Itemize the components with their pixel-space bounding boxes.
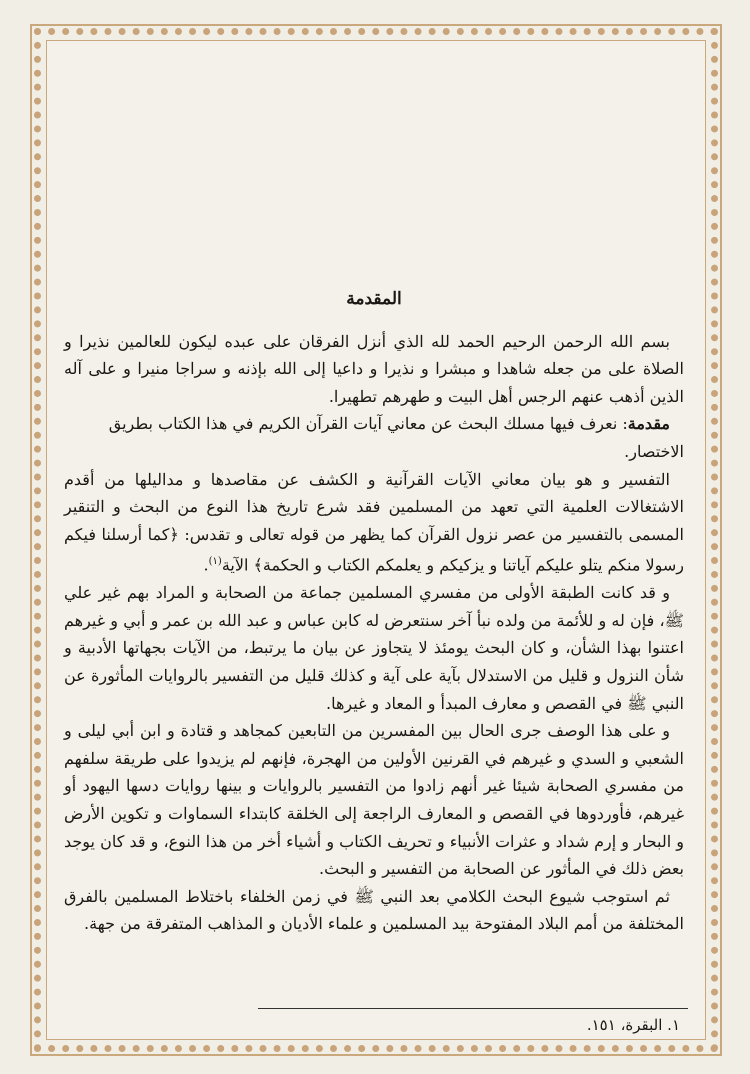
body-text bbox=[64, 286, 684, 938]
paragraph-companions: و قد كانت الطبقة الأولى من مفسري المسلمين جماعة من الصحابة و المراد بهم غير علي ﷺ، فإن له و للأئمة من ولده نبأ آخر سنتعرض له كابن عباس و عبد الله بن عمر و أبي و غيرهم اعتنوا بهذا الشأن، و كان البحث يومئذ لا يتجاوز عن بيان ما يرتبط، من الآيات بجهاتها الأدبية و شأن النزول و قليل من الاستدلال بآية على آية و كذلك قليل من التفسير بالروايات المأثورة عن النبي ﷺ في القصص و معارف المبدأ و المعاد و غيرها. bbox=[64, 583, 685, 713]
paragraph-intro bbox=[64, 410, 684, 438]
paragraph-kalam: ثم استوجب شيوع البحث الكلامي بعد النبي ﷺ في زمن الخلفاء باختلاط المسلمين بالفرق المختلفة من أمم البلاد المفتوحة بيد المسلمين و علماء الأديان و المذاهب المتفرقة من جهة. bbox=[64, 886, 684, 934]
footnote-marker: (١) bbox=[208, 556, 222, 568]
paragraph-basmala: بسم الله الرحمن الرحيم الحمد لله الذي أنزل الفرقان على عبده ليكون للعالمين نذيرا و الصلاة على من جعله شاهدا و مبشرا و نذيرا و داعيا إلى الله بإذنه و سراجا منيرا و على آله الذين أذهب عنهم الرجس أهل البيت و طهرهم تطهيرا. bbox=[64, 331, 684, 406]
intro-text: : نعرف فيها مسلك البحث عن معاني آيات القرآن الكريم في هذا الكتاب بطريق bbox=[108, 414, 628, 434]
page-title: المقدمة bbox=[346, 289, 402, 309]
footnote: ١. البقرة، ١٥١. bbox=[586, 1016, 680, 1034]
paragraph-tafsir-text: التفسير و هو بيان معاني الآيات القرآنية و الكشف عن مقاصدها و مداليلها من أقدم الاشتغالات العلمية التي تعهد من المسلمين فقد شرع تاريخ هذا النوع من البحث و التنقير المسمى بالتفسير من عصر نزول القرآن كما يظهر من قوله تعالى و تقدس: ﴿كما أرسلنا فيكم رسولا منكم يتلو عليكم آياتنا و يزكيكم و يعلمكم الكتاب و الحكمة﴾ الآية bbox=[64, 469, 684, 575]
paragraph-tafsir: التفسير و هو بيان معاني الآيات القرآنية و الكشف عن مقاصدها و مداليلها من أقدم الاشتغالات العلمية التي تعهد من المسلمين فقد شرع تاريخ هذا النوع من البحث و التنقير المسمى بالتفسير من عصر نزول القرآن كما يظهر من قوله تعالى و تقدس: ﴿كما أرسلنا فيكم رسولا منكم يتلو عليكم آياتنا و يزكيكم و يعلمكم الكتاب و الحكمة﴾ الآية$^{(١)}$. bbox=[64, 469, 684, 575]
paragraph-followers: و على هذا الوصف جرى الحال بين المفسرين من التابعين كمجاهد و قتادة و ابن أبي ليلى و الشعبي و السدي و غيرهم في القرنين الأولين من الهجرة، فإنهم لم يزيدوا على طريقة سلفهم من مفسري الصحابة شيئا غير أنهم زادوا من التفسير بالروايات و بينها روايات دسها اليهود أو غيرهم، فأوردوها في القصص و المعارف الراجعة إلى الخلقة كابتداء السماوات و تكوين الأرض و البحار و إرم شداد و عثرات الأنبياء و تحريف الكتاب و أشياء أخر من هذا النوع، و قد كان يوجد بعض ذلك في المأثور عن الصحابة من التفسير و البحث. bbox=[64, 721, 684, 879]
intro-label: مقدمة bbox=[627, 414, 670, 434]
footnote-separator bbox=[258, 1008, 688, 1009]
paragraph-intro-end: الاختصار. bbox=[624, 441, 684, 461]
